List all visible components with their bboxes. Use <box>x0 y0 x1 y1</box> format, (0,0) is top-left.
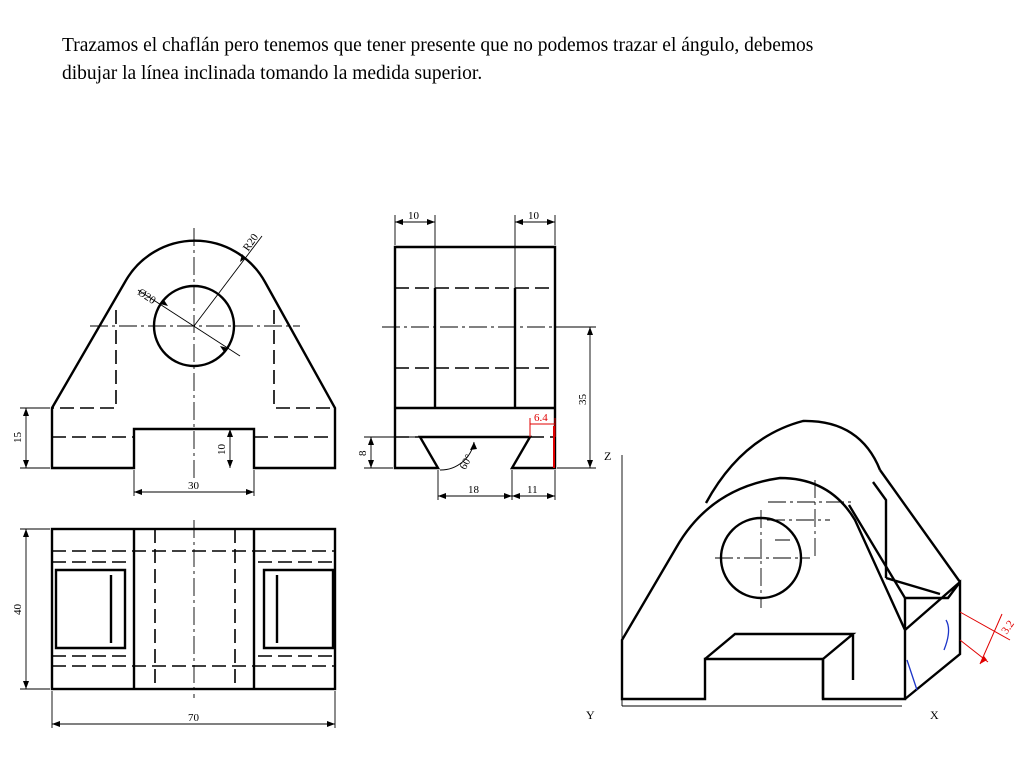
front-view-height-label: 15 <box>12 432 24 443</box>
side-view-height-arrow-top <box>587 327 593 335</box>
side-view-top-left-label: 10 <box>408 210 419 222</box>
caption-line-2: dibujar la línea inclinada tomando la medida superior. <box>62 63 483 84</box>
side-view-height-arrow-bottom <box>587 460 593 468</box>
iso-slot <box>705 634 853 699</box>
front-view-slot-width-arrow-right <box>246 489 254 495</box>
front-view-height-ext-lines <box>20 408 50 468</box>
front-view-outline <box>52 241 335 468</box>
top-view-hidden-lines <box>52 529 335 689</box>
top-view-width-arrow-left <box>52 721 60 727</box>
top-view-left-window <box>56 570 125 648</box>
side-view <box>357 210 596 500</box>
top-view <box>12 520 335 728</box>
top-view-depth-arrow-top <box>23 529 29 537</box>
side-view-outline <box>395 247 555 468</box>
side-view-chamfer-label: 6.4 <box>534 412 548 424</box>
side-view-top-left-arrow-1 <box>395 219 403 225</box>
front-view <box>12 228 335 496</box>
iso-chamfer-red-lines <box>960 612 1010 664</box>
front-view-slot-width-arrow-left <box>134 489 142 495</box>
side-view-top-right-arrow-1 <box>515 219 523 225</box>
side-view-groove-depth-label: 8 <box>357 450 369 456</box>
side-view-top-left-arrow-2 <box>427 219 435 225</box>
side-view-groove-depth-arrow-top <box>368 437 374 445</box>
side-view-base-right-label: 11 <box>527 484 538 496</box>
iso-axis-y-label: Y <box>586 708 595 722</box>
isometric-view <box>586 421 1017 722</box>
side-view-groove-bottom-label: 18 <box>468 484 479 496</box>
side-view-top-ext-lines <box>395 215 555 408</box>
side-view-bottom-arrow-4 <box>547 493 555 499</box>
top-view-right-window <box>264 570 333 648</box>
front-view-hidden-lines <box>52 310 335 437</box>
iso-right-slope <box>849 470 960 598</box>
front-view-height-arrow-top <box>23 408 29 416</box>
side-view-height-label: 35 <box>577 394 589 405</box>
front-view-diameter-label: Ø20 <box>135 286 158 307</box>
side-view-bottom-arrow-3 <box>512 493 520 499</box>
side-view-groove-depth-arrow-bottom <box>368 460 374 468</box>
top-view-outline <box>52 529 335 689</box>
caption-line-1: Trazamos el chaflán pero tenemos que tener presente que no podemos trazar el ángulo, debemos <box>62 35 814 56</box>
side-view-hidden-lines <box>395 288 555 437</box>
side-view-top-right-arrow-2 <box>547 219 555 225</box>
top-view-depth-arrow-bottom <box>23 681 29 689</box>
front-view-slot-depth-arrow-bottom <box>227 460 233 468</box>
iso-axis-x-label: X <box>930 708 939 722</box>
iso-right-end-face <box>905 582 960 699</box>
iso-front-face <box>622 478 905 699</box>
front-view-slot-width-label: 30 <box>188 480 199 492</box>
front-view-radius-label: R20 <box>240 231 262 254</box>
iso-chamfer-label: 3.2 <box>999 618 1017 637</box>
top-view-width-arrow-right <box>327 721 335 727</box>
front-view-center-lines <box>90 228 300 480</box>
front-view-height-arrow-bottom <box>23 460 29 468</box>
iso-chamfer-red-arrow <box>980 656 987 664</box>
side-view-angle-label: 60° <box>457 452 476 472</box>
front-view-slot-depth-label: 10 <box>216 444 228 455</box>
iso-axis-z-label: Z <box>604 449 612 463</box>
top-view-depth-label: 40 <box>12 604 24 615</box>
side-view-bottom-arrow-1 <box>438 493 446 499</box>
side-view-visible-lines <box>395 288 555 408</box>
side-view-bottom-arrow-2 <box>504 493 512 499</box>
top-view-depth-lines <box>20 529 50 689</box>
side-view-angle-arrow <box>470 442 477 450</box>
side-view-top-right-label: 10 <box>528 210 539 222</box>
iso-back-arc <box>706 421 880 503</box>
top-view-width-label: 70 <box>188 712 199 724</box>
